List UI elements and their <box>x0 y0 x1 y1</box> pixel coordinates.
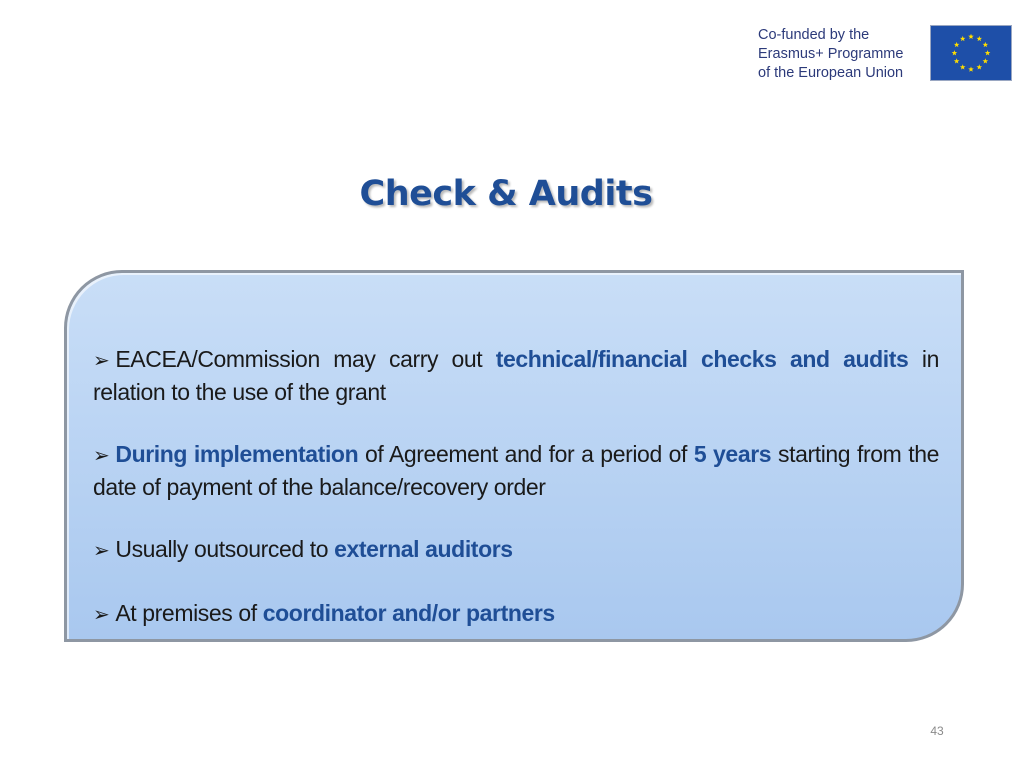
eu-flag-star <box>954 58 960 63</box>
eu-logo-line: of the European Union <box>758 65 904 81</box>
bullet-highlight: external auditors <box>334 536 513 562</box>
bullet-highlight: technical/financial checks and audits <box>495 346 909 372</box>
eu-flag-star <box>983 58 989 63</box>
bullet-list <box>93 321 939 662</box>
eu-flag-star <box>960 36 966 41</box>
bullet-item <box>93 598 939 631</box>
page-number: 43 <box>930 724 944 738</box>
bullet-highlight: 5 years <box>693 441 772 467</box>
bullet-highlight: coordinator and/or partners <box>262 600 555 626</box>
arrow-bullet-icon: ➢ <box>93 604 110 626</box>
eu-flag-star <box>968 34 974 39</box>
bullet-text: EACEA/Commission may carry out <box>115 346 496 372</box>
bullet-text: At premises of <box>115 600 263 626</box>
eu-flag-star <box>977 64 983 69</box>
eu-flag-star <box>977 36 983 41</box>
content-box <box>64 270 964 642</box>
eu-flag-star <box>954 42 960 47</box>
bullet-text: in relation to the use of the grant <box>93 346 939 405</box>
eu-flag-icon <box>930 25 1012 81</box>
eu-logo-line: Co-funded by the <box>758 27 870 43</box>
bullet-item <box>93 439 939 503</box>
bullet-text: Usually outsourced to <box>115 536 335 562</box>
bullet-text: starting from the date of payment of the balance/recovery order <box>93 441 939 500</box>
eu-flag-star <box>985 50 991 55</box>
eu-flag-star <box>968 67 974 72</box>
eu-flag-star <box>983 42 989 47</box>
bullet-item <box>93 344 939 408</box>
arrow-bullet-icon: ➢ <box>93 540 110 562</box>
eu-cofunding-logo <box>748 24 1014 84</box>
eu-flag-star <box>952 50 958 55</box>
eu-logo-line: Erasmus+ Programme <box>758 46 904 62</box>
bullet-highlight: During implementation <box>115 441 359 467</box>
eu-flag-star <box>960 64 966 69</box>
eu-logo-text <box>758 26 924 83</box>
arrow-bullet-icon: ➢ <box>93 350 110 372</box>
slide-title: Check & Audits <box>359 174 653 214</box>
bullet-item <box>93 534 939 567</box>
bullet-text: of Agreement and for a period of <box>358 441 694 467</box>
arrow-bullet-icon: ➢ <box>93 445 110 467</box>
